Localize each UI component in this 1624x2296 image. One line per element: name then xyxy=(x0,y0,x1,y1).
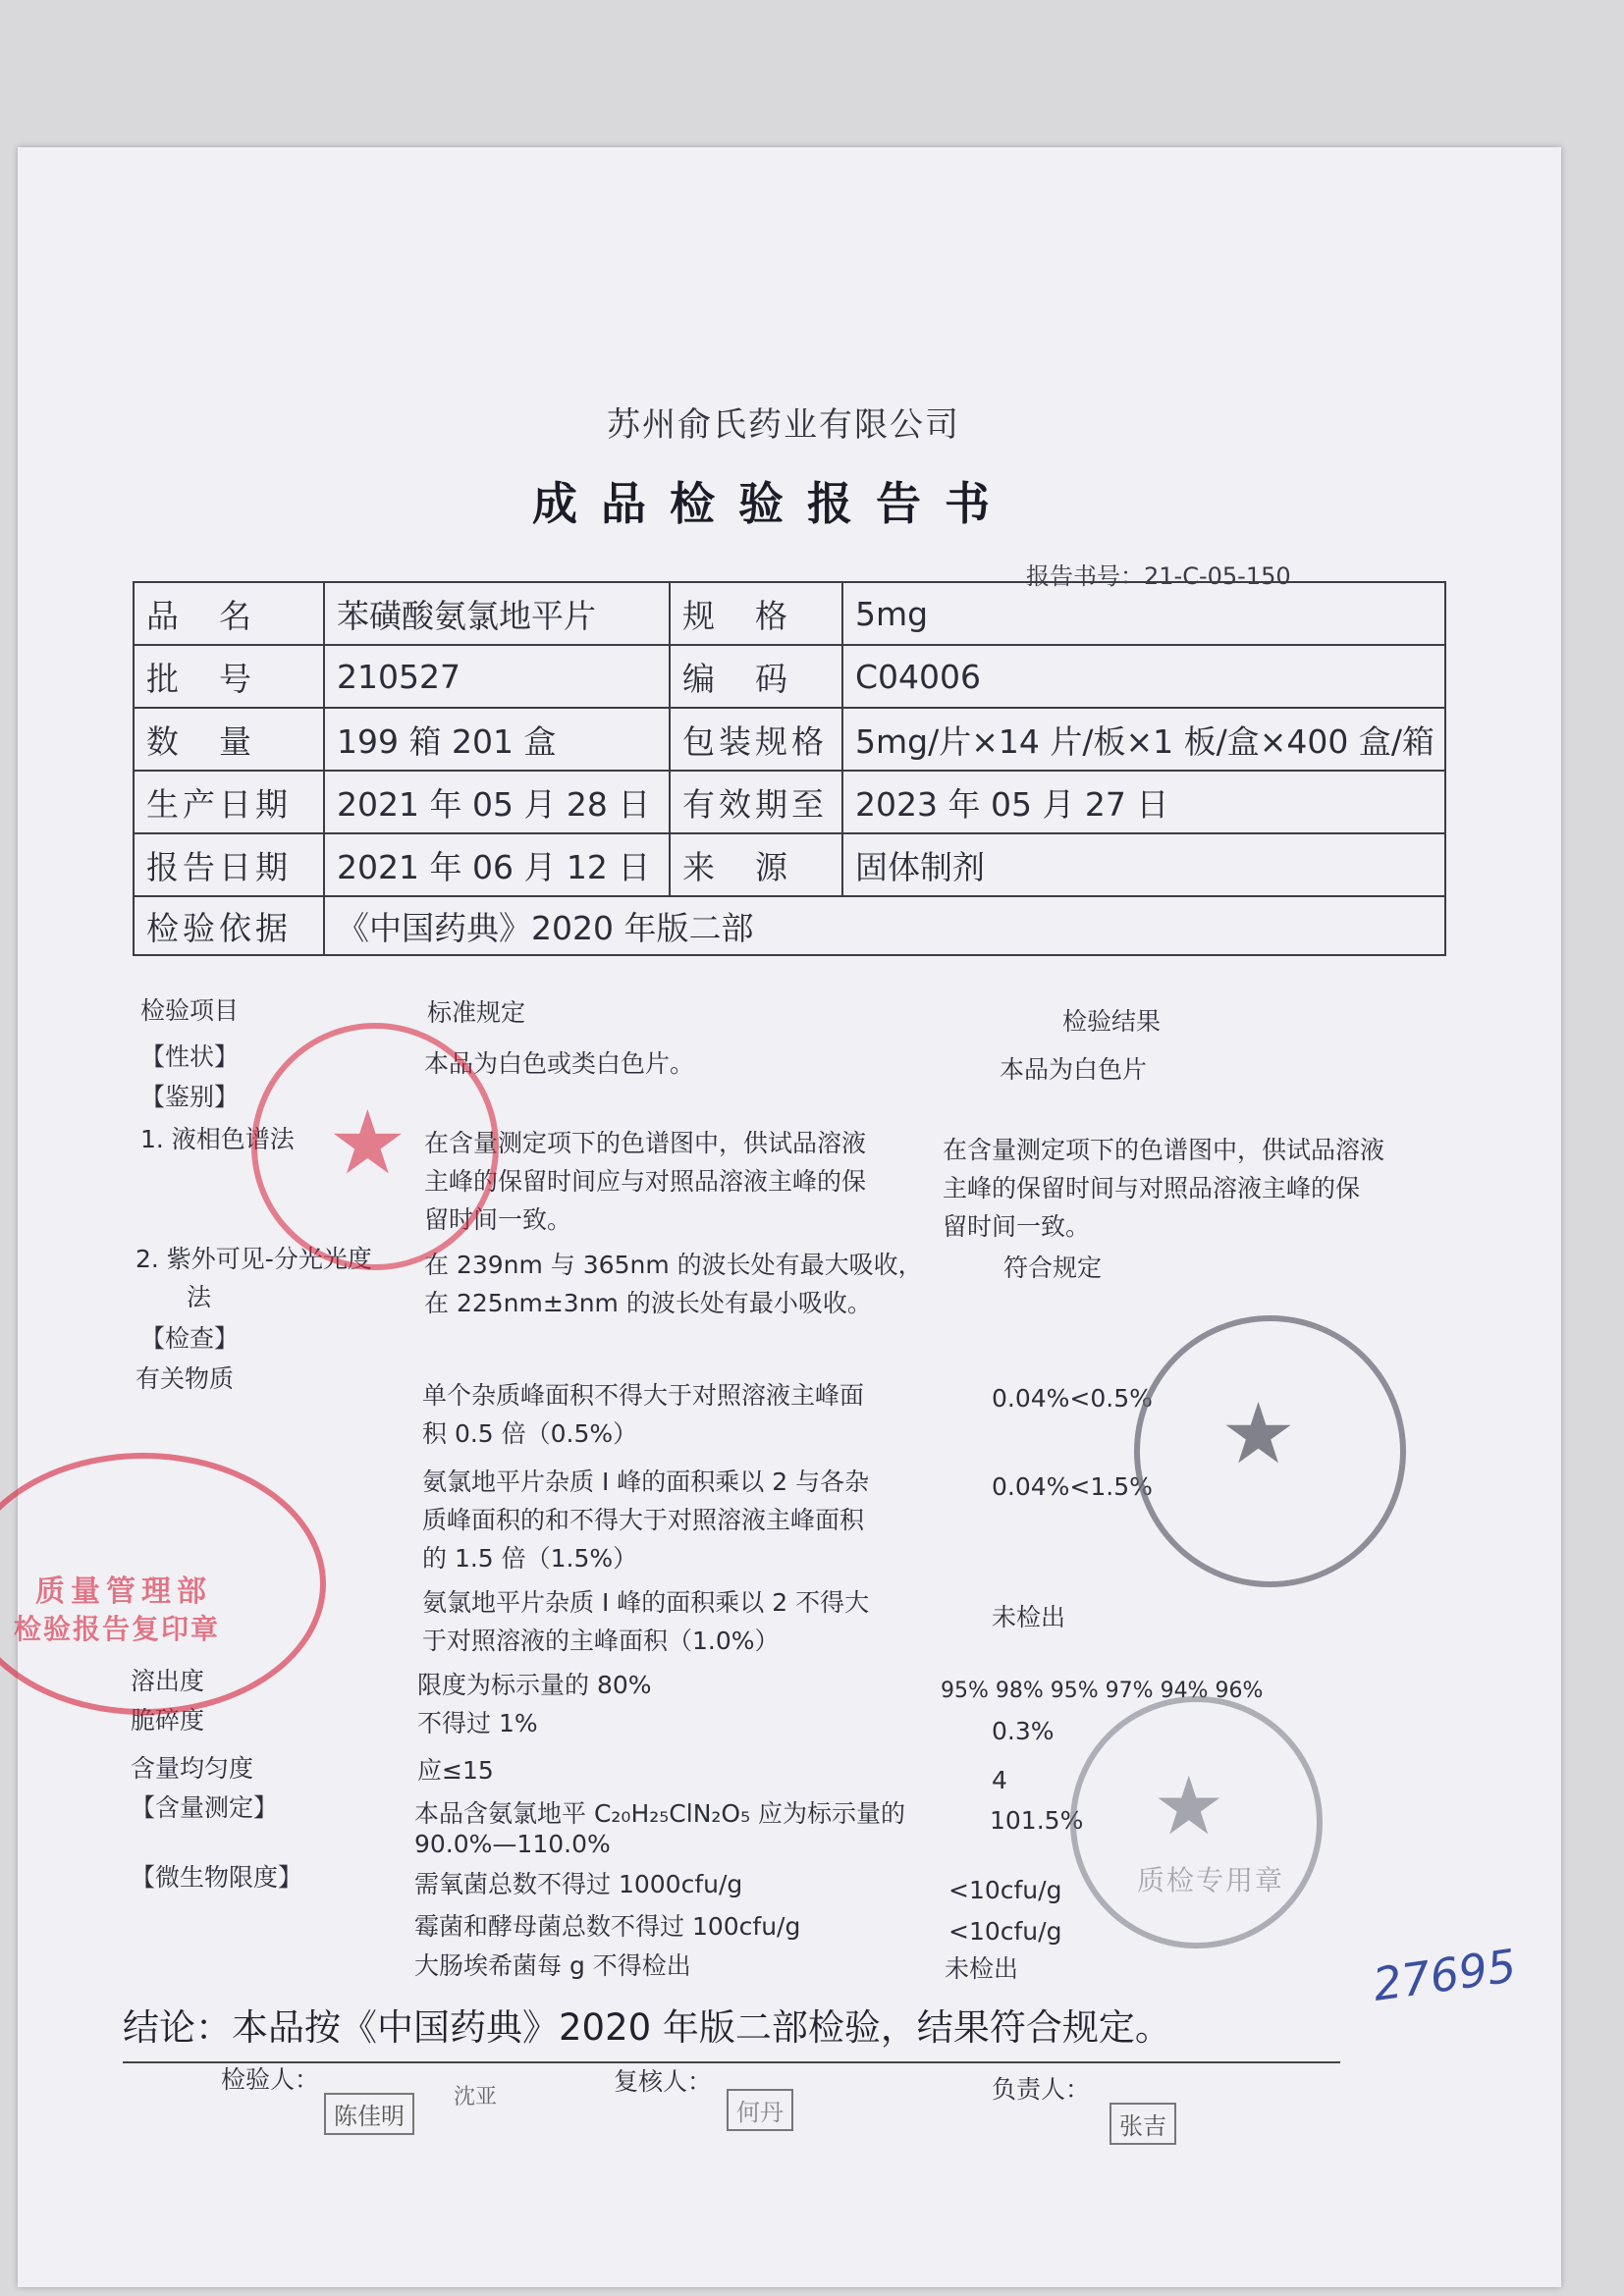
value-code: C04006 xyxy=(842,645,1445,708)
value-production-date: 2021 年 05 月 28 日 xyxy=(324,771,670,833)
label-product-name: 品 名 xyxy=(134,582,324,645)
standard-dissolution: 限度为标示量的 80% xyxy=(417,1671,652,1699)
value-report-date: 2021 年 06 月 12 日 xyxy=(324,833,670,896)
result-uv: 符合规定 xyxy=(1003,1254,1103,1282)
item-assay: 【含量测定】 xyxy=(131,1793,279,1822)
value-expiry: 2023 年 05 月 27 日 xyxy=(842,771,1445,833)
info-row xyxy=(134,771,1445,833)
standard-appearance: 本品为白色或类白色片。 xyxy=(424,1049,695,1078)
label-basis: 检验依据 xyxy=(134,896,324,955)
info-row xyxy=(134,896,1445,955)
star-icon: ★ xyxy=(328,1092,407,1195)
header-result: 检验结果 xyxy=(1062,1007,1162,1036)
inspector-signature: 陈佳明 xyxy=(324,2093,414,2135)
item-microbial: 【微生物限度】 xyxy=(131,1863,303,1892)
text-line: 氨氯地平片杂质 I 峰的面积乘以 2 与各杂 xyxy=(422,1468,870,1496)
standard-uniformity: 应≤15 xyxy=(417,1756,494,1785)
result-uniformity: 4 xyxy=(992,1766,1007,1794)
label-code: 编 码 xyxy=(670,645,842,708)
value-spec: 5mg xyxy=(842,582,1445,645)
item-dissolution: 溶出度 xyxy=(131,1667,205,1695)
info-row xyxy=(134,708,1445,771)
text-line: 主峰的保留时间应与对照品溶液主峰的保 xyxy=(424,1167,867,1196)
text-line: 于对照溶液的主峰面积（1.0%） xyxy=(422,1627,780,1655)
label-expiry: 有效期至 xyxy=(670,771,842,833)
label-production-date: 生产日期 xyxy=(134,771,324,833)
label-report-date: 报告日期 xyxy=(134,833,324,896)
stamp-red-wanbang xyxy=(251,1023,499,1270)
company-name: 苏州俞氏药业有限公司 xyxy=(607,405,960,445)
document-title: 成品检验报告书 xyxy=(532,477,1013,530)
label-packaging: 包装规格 xyxy=(670,708,842,771)
stamp-line: 质量管理部 xyxy=(35,1575,212,1609)
standard-related-2 xyxy=(422,1463,869,1577)
info-row xyxy=(134,645,1445,708)
header-item: 检验项目 xyxy=(140,996,240,1025)
info-row xyxy=(134,833,1445,896)
result-dissolution: 95% 98% 95% 97% 94% 96% xyxy=(941,1679,1264,1703)
text-line: 单个杂质峰面积不得大于对照溶液主峰面 xyxy=(422,1381,865,1410)
stamp-line: 质检专用章 xyxy=(1137,1864,1285,1896)
text-line: 留时间一致。 xyxy=(943,1212,1091,1241)
value-product-name: 苯磺酸氨氯地平片 xyxy=(324,582,670,645)
stamp-gray-nanjing xyxy=(1134,1315,1406,1587)
text-line: 积 0.5 倍（0.5%） xyxy=(422,1419,638,1448)
conclusion: 结论：本品按《中国药典》2020 年版二部检验，结果符合规定。 xyxy=(123,2006,1171,2049)
item-friability: 脆碎度 xyxy=(131,1706,205,1735)
value-packaging: 5mg/片×14 片/板×1 板/盒×400 盒/箱 xyxy=(842,708,1445,771)
standard-related-1 xyxy=(422,1376,864,1453)
value-source: 固体制剂 xyxy=(842,833,1445,896)
result-microbial-3: 未检出 xyxy=(945,1954,1019,1983)
stamp-line: 检验报告复印章 xyxy=(14,1613,221,1645)
text-line: 在 225nm±3nm 的波长处有最小吸收。 xyxy=(424,1289,872,1317)
standard-friability: 不得过 1% xyxy=(417,1709,538,1737)
reviewer-label: 复核人： xyxy=(614,2067,713,2096)
product-info-table xyxy=(133,581,1446,956)
reviewer-signature: 何丹 xyxy=(727,2089,793,2131)
result-microbial-1: <10cfu/g xyxy=(948,1876,1062,1904)
item-uniformity: 含量均匀度 xyxy=(131,1754,254,1783)
label-spec: 规 格 xyxy=(670,582,842,645)
value-quantity: 199 箱 201 盒 xyxy=(324,708,670,771)
result-friability: 0.3% xyxy=(992,1717,1055,1745)
label-source: 来 源 xyxy=(670,833,842,896)
inspector-label: 检验人： xyxy=(221,2065,320,2094)
result-hplc xyxy=(943,1131,1384,1246)
standard-related-3 xyxy=(422,1583,869,1660)
text-line: 的 1.5 倍（1.5%） xyxy=(422,1544,638,1573)
inspector-signature-2: 沈亚 xyxy=(454,2085,498,2109)
result-related-2: 0.04%<1.5% xyxy=(992,1472,1153,1501)
item-appearance: 【性状】 xyxy=(140,1042,240,1071)
handwritten-number: 27695 xyxy=(1369,1939,1520,2011)
text-line: 在含量测定项下的色谱图中，供试品溶液 xyxy=(424,1129,867,1157)
text-line: 在 239nm 与 365nm 的波长处有最大吸收， xyxy=(424,1251,923,1279)
result-related-1: 0.04%<0.5% xyxy=(992,1384,1153,1413)
text-line: 本品含氨氯地平 C₂₀H₂₅ClN₂O₅ 应为标示量的 xyxy=(414,1799,906,1828)
responsible-signature: 张吉 xyxy=(1110,2103,1176,2145)
standard-microbial-2: 霉菌和酵母菌总数不得过 100cfu/g xyxy=(414,1912,801,1941)
text-line: 留时间一致。 xyxy=(424,1205,572,1234)
responsible-label: 负责人： xyxy=(992,2075,1091,2104)
text-line: 主峰的保留时间与对照品溶液主峰的保 xyxy=(943,1174,1361,1202)
text-line: 90.0%—110.0% xyxy=(414,1830,611,1858)
value-basis: 《中国药典》2020 年版二部 xyxy=(324,896,1445,955)
item-inspection: 【检查】 xyxy=(140,1324,240,1353)
header-standard: 标准规定 xyxy=(427,998,526,1027)
star-icon: ★ xyxy=(1153,1760,1225,1853)
star-icon: ★ xyxy=(1220,1385,1297,1483)
info-row xyxy=(134,582,1445,645)
standard-microbial-1: 需氧菌总数不得过 1000cfu/g xyxy=(414,1870,743,1898)
text-line: 在含量测定项下的色谱图中，供试品溶液 xyxy=(943,1136,1385,1164)
item-related-substances: 有关物质 xyxy=(135,1364,235,1393)
standard-uv xyxy=(424,1246,923,1322)
text-line: 质峰面积的和不得大于对照溶液主峰面积 xyxy=(422,1506,865,1534)
text-line: 2. 紫外可见-分光光度 xyxy=(135,1245,372,1273)
stamp-gray-yushi xyxy=(1070,1696,1323,1949)
result-assay: 101.5% xyxy=(990,1806,1084,1835)
standard-assay xyxy=(414,1794,905,1863)
item-identification: 【鉴别】 xyxy=(140,1083,240,1111)
value-batch: 210527 xyxy=(324,645,670,708)
label-quantity: 数 量 xyxy=(134,708,324,771)
label-batch: 批 号 xyxy=(134,645,324,708)
result-related-3: 未检出 xyxy=(992,1603,1066,1631)
standard-microbial-3: 大肠埃希菌每 g 不得检出 xyxy=(414,1951,691,1980)
result-microbial-2: <10cfu/g xyxy=(948,1917,1062,1946)
item-hplc: 1. 液相色谱法 xyxy=(140,1125,295,1153)
result-appearance: 本品为白色片 xyxy=(1000,1055,1148,1084)
text-line: 氨氯地平片杂质 I 峰的面积乘以 2 不得大 xyxy=(422,1588,870,1617)
text-line: 法 xyxy=(187,1283,212,1311)
report-number: 报告书号：21-C-05-150 xyxy=(1026,562,1291,590)
